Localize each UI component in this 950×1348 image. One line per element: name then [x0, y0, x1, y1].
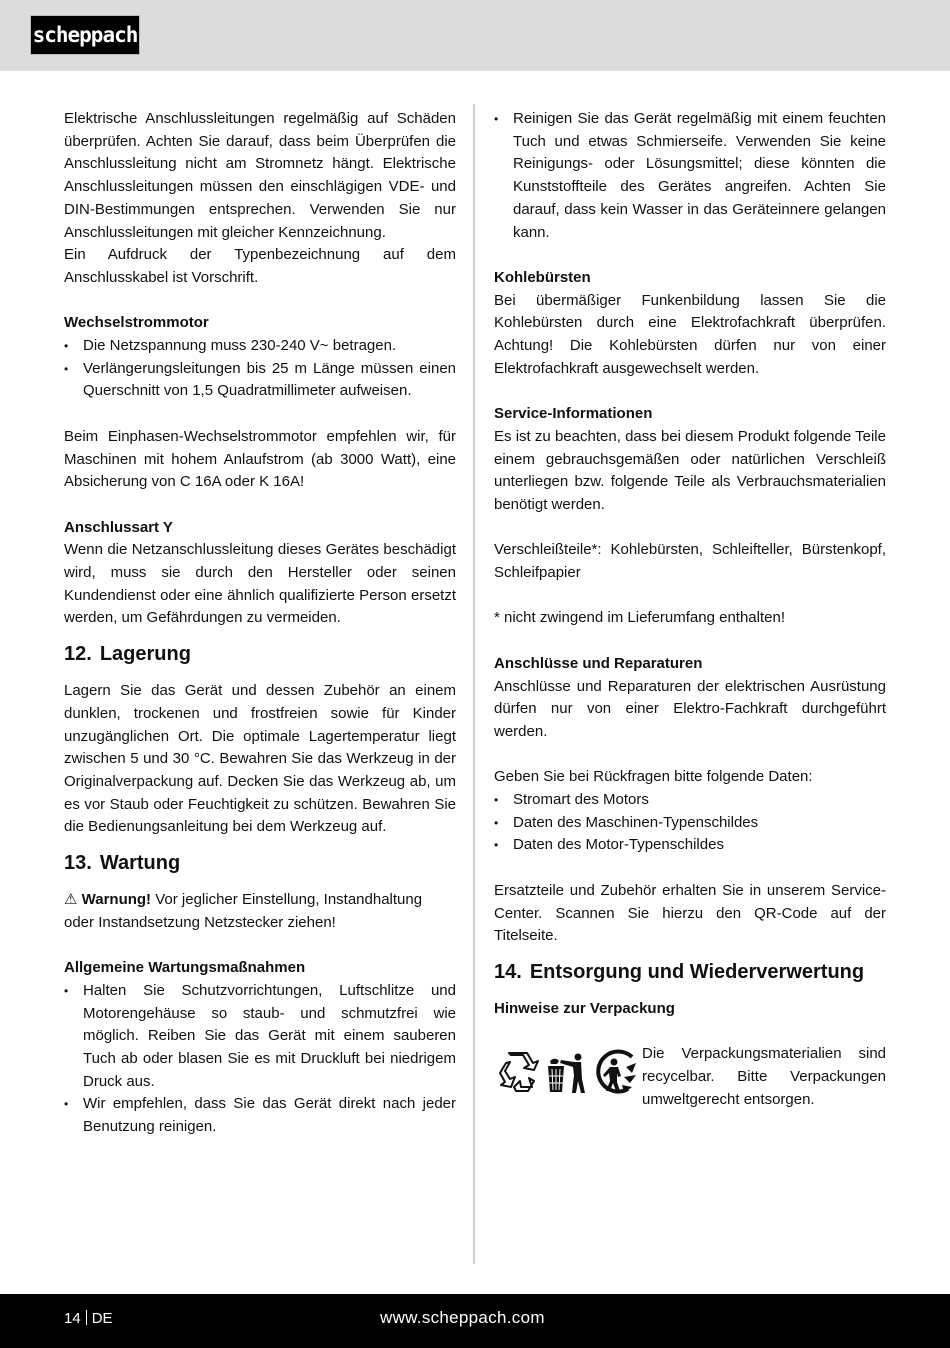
service-paragraph: Es ist zu beachten, dass bei diesem Produkt folgende Teile einem gebrauchsgemäßen oder natürlichen Verschleiß unterliegen bzw. folgende Teile als Verbrauchsmaterialien benötigt werden.: [494, 427, 886, 513]
general-maintenance-list: [64, 980, 456, 1139]
inquiry-intro: Geben Sie bei Rückfragen bitte folgende Daten:: [494, 768, 813, 786]
section-number: 14.: [494, 960, 522, 983]
anschluesse-heading: Anschlüsse und Reparaturen: [494, 654, 703, 672]
lagerung-paragraph: Lagern Sie das Gerät und dessen Zubehör an einem dunklen, trockenen und frostfreien sowie für Kinder unzugänglichen Ort. Die optimale Lagertemperatur liegt zwischen 5 und 30 °C. Bewahren Sie das Werkzeug in der Originalverpackung auf. Decken Sie das Werkzeug ab, um es vor Staub oder Feuchtigkeit zu schützen. Bewahren Sie die Bedienungsanleitung bei dem Werkzeug auf.: [64, 682, 456, 836]
warning-label: Warnung!: [81, 891, 152, 909]
page-footer: [0, 1294, 950, 1348]
language-code: DE: [91, 1310, 113, 1327]
list-item: • Daten des Maschinen-Typenschildes: [494, 812, 886, 835]
general-maintenance-heading: Allgemeine Wartungsmaßnahmen: [64, 959, 306, 977]
anschlussart-heading: Anschlussart Y: [64, 518, 173, 536]
wear-parts-paragraph: Verschleißteile*: Kohlebürsten, Schleifteller, Bürstenkopf, Schleifpapier: [494, 541, 886, 582]
kohlebuersten-heading: Kohlebürsten: [494, 268, 591, 286]
section-12-title: [64, 630, 456, 680]
fuse-paragraph: Beim Einphasen-Wechselstrommotor empfehlen wir, für Maschinen mit hohem Anlaufstrom (ab 3000 Watt), eine Absicherung von C 16A oder K 16A!: [64, 427, 456, 491]
section-number: 13.: [64, 852, 92, 875]
page-header: [0, 0, 950, 71]
website-link[interactable]: www.scheppach.com: [380, 1308, 545, 1327]
packaging-text: Die Verpackungsmaterialien sind recycelbar. Bitte Verpackungen umweltgerecht entsorgen.: [642, 1045, 886, 1108]
column-divider: [473, 104, 475, 1264]
list-item: • Wir empfehlen, dass Sie das Gerät direkt nach jeder Benutzung reinigen.: [64, 1093, 456, 1138]
list-item: • Halten Sie Schutzvorrichtungen, Luftschlitze und Motorengehäuse so staub- und schmutzfrei wie möglich. Reiben Sie das Gerät mit einem sauberen Tuch ab oder blasen Sie es mit Druckluft bei niedrigem Druck aus.: [64, 980, 456, 1094]
warning-paragraph: [64, 889, 456, 934]
scheppach-logo: scheppach: [30, 15, 140, 55]
recycle-icon: [494, 1049, 540, 1095]
service-heading: Service-Informationen: [494, 405, 653, 423]
section-title: Lagerung: [99, 643, 191, 666]
list-item: • Die Netzspannung muss 230-240 V~ betragen.: [64, 335, 456, 358]
wechselstrommotor-heading: Wechselstrommotor: [64, 314, 209, 332]
litter-bin-icon: [544, 1049, 588, 1095]
anschlussart-paragraph: Wenn die Netzanschlussleitung dieses Gerätes beschädigt wird, muss sie durch den Hersteller oder seinen Kundendienst oder eine ähnlich qualifizierte Person ersetzt werden, um Gefährdungen zu vermeiden.: [64, 541, 456, 627]
list-item: • Verlängerungsleitungen bis 25 m Länge müssen einen Querschnitt von 1,5 Quadratmillimeter aufweisen.: [64, 358, 456, 403]
cleaning-list: [494, 108, 886, 244]
section-number: 12.: [64, 643, 92, 666]
anschluesse-paragraph: Anschlüsse und Reparaturen der elektrischen Ausrüstung dürfen nur von einer Elektro-Fachkraft durchgeführt werden.: [494, 677, 886, 740]
disposal-icons: [494, 1043, 642, 1095]
list-item: • Stromart des Motors: [494, 789, 886, 812]
spare-parts-paragraph: Ersatzteile und Zubehör erhalten Sie in unserem Service-Center. Scannen Sie hierzu den QR-Code auf der Titelseite.: [494, 881, 886, 945]
wechselstrommotor-list: [64, 335, 456, 403]
packaging-row: [494, 1043, 886, 1111]
list-item: • Daten des Motor-Typenschildes: [494, 834, 886, 857]
section-14-title: [494, 948, 886, 998]
section-title: Entsorgung und Wiederverwertung: [529, 960, 865, 983]
section-title: Wartung: [99, 852, 181, 875]
warning-icon: ⚠: [64, 891, 78, 909]
recycle-person-icon: [592, 1049, 640, 1095]
warning-text: Vor jeglicher Einstellung, Instandhaltung oder Instandsetzung Netzstecker ziehen!: [64, 891, 423, 931]
footnote: * nicht zwingend im Lieferumfang enthalten!: [494, 609, 786, 627]
intro-paragraph: Elektrische Anschlussleitungen regelmäßig auf Schäden überprüfen. Achten Sie darauf, dass beim Überprüfen die Anschlussleitung nicht am Stromnetz hängt. Elektrische Anschlussleitungen müssen den einschlägigen VDE- und DIN-Bestimmungen entsprechen. Verwenden Sie nur Anschlussleitungen mit gleicher Kennzeichnung.: [64, 110, 456, 241]
page-number: 14: [64, 1310, 81, 1327]
right-column: [494, 108, 886, 1111]
separator: [86, 1310, 87, 1325]
kohlebuersten-paragraph: Bei übermäßiger Funkenbildung lassen Sie die Kohlebürsten durch eine Elektrofachkraft überprüfen. Achtung! Die Kohlebürsten dürfen nur von einer Elektrofachkraft ausgewechselt werden.: [494, 291, 886, 377]
list-item: • Reinigen Sie das Gerät regelmäßig mit einem feuchten Tuch und etwas Schmierseife. Verwenden Sie keine Reinigungs- oder Lösungsmittel; diese könnten die Kunststoffteile des Gerätes angreifen. Achten Sie darauf, dass kein Wasser in das Geräteinnere gelangen kann.: [494, 108, 886, 244]
page-indicator: [64, 1310, 113, 1327]
packaging-heading: Hinweise zur Verpackung: [494, 999, 675, 1017]
section-13-title: [64, 839, 456, 889]
left-column: [64, 108, 456, 1139]
intro-paragraph-2: Ein Aufdruck der Typenbezeichnung auf dem Anschlusskabel ist Vorschrift.: [64, 246, 456, 286]
inquiry-list: [494, 789, 886, 857]
